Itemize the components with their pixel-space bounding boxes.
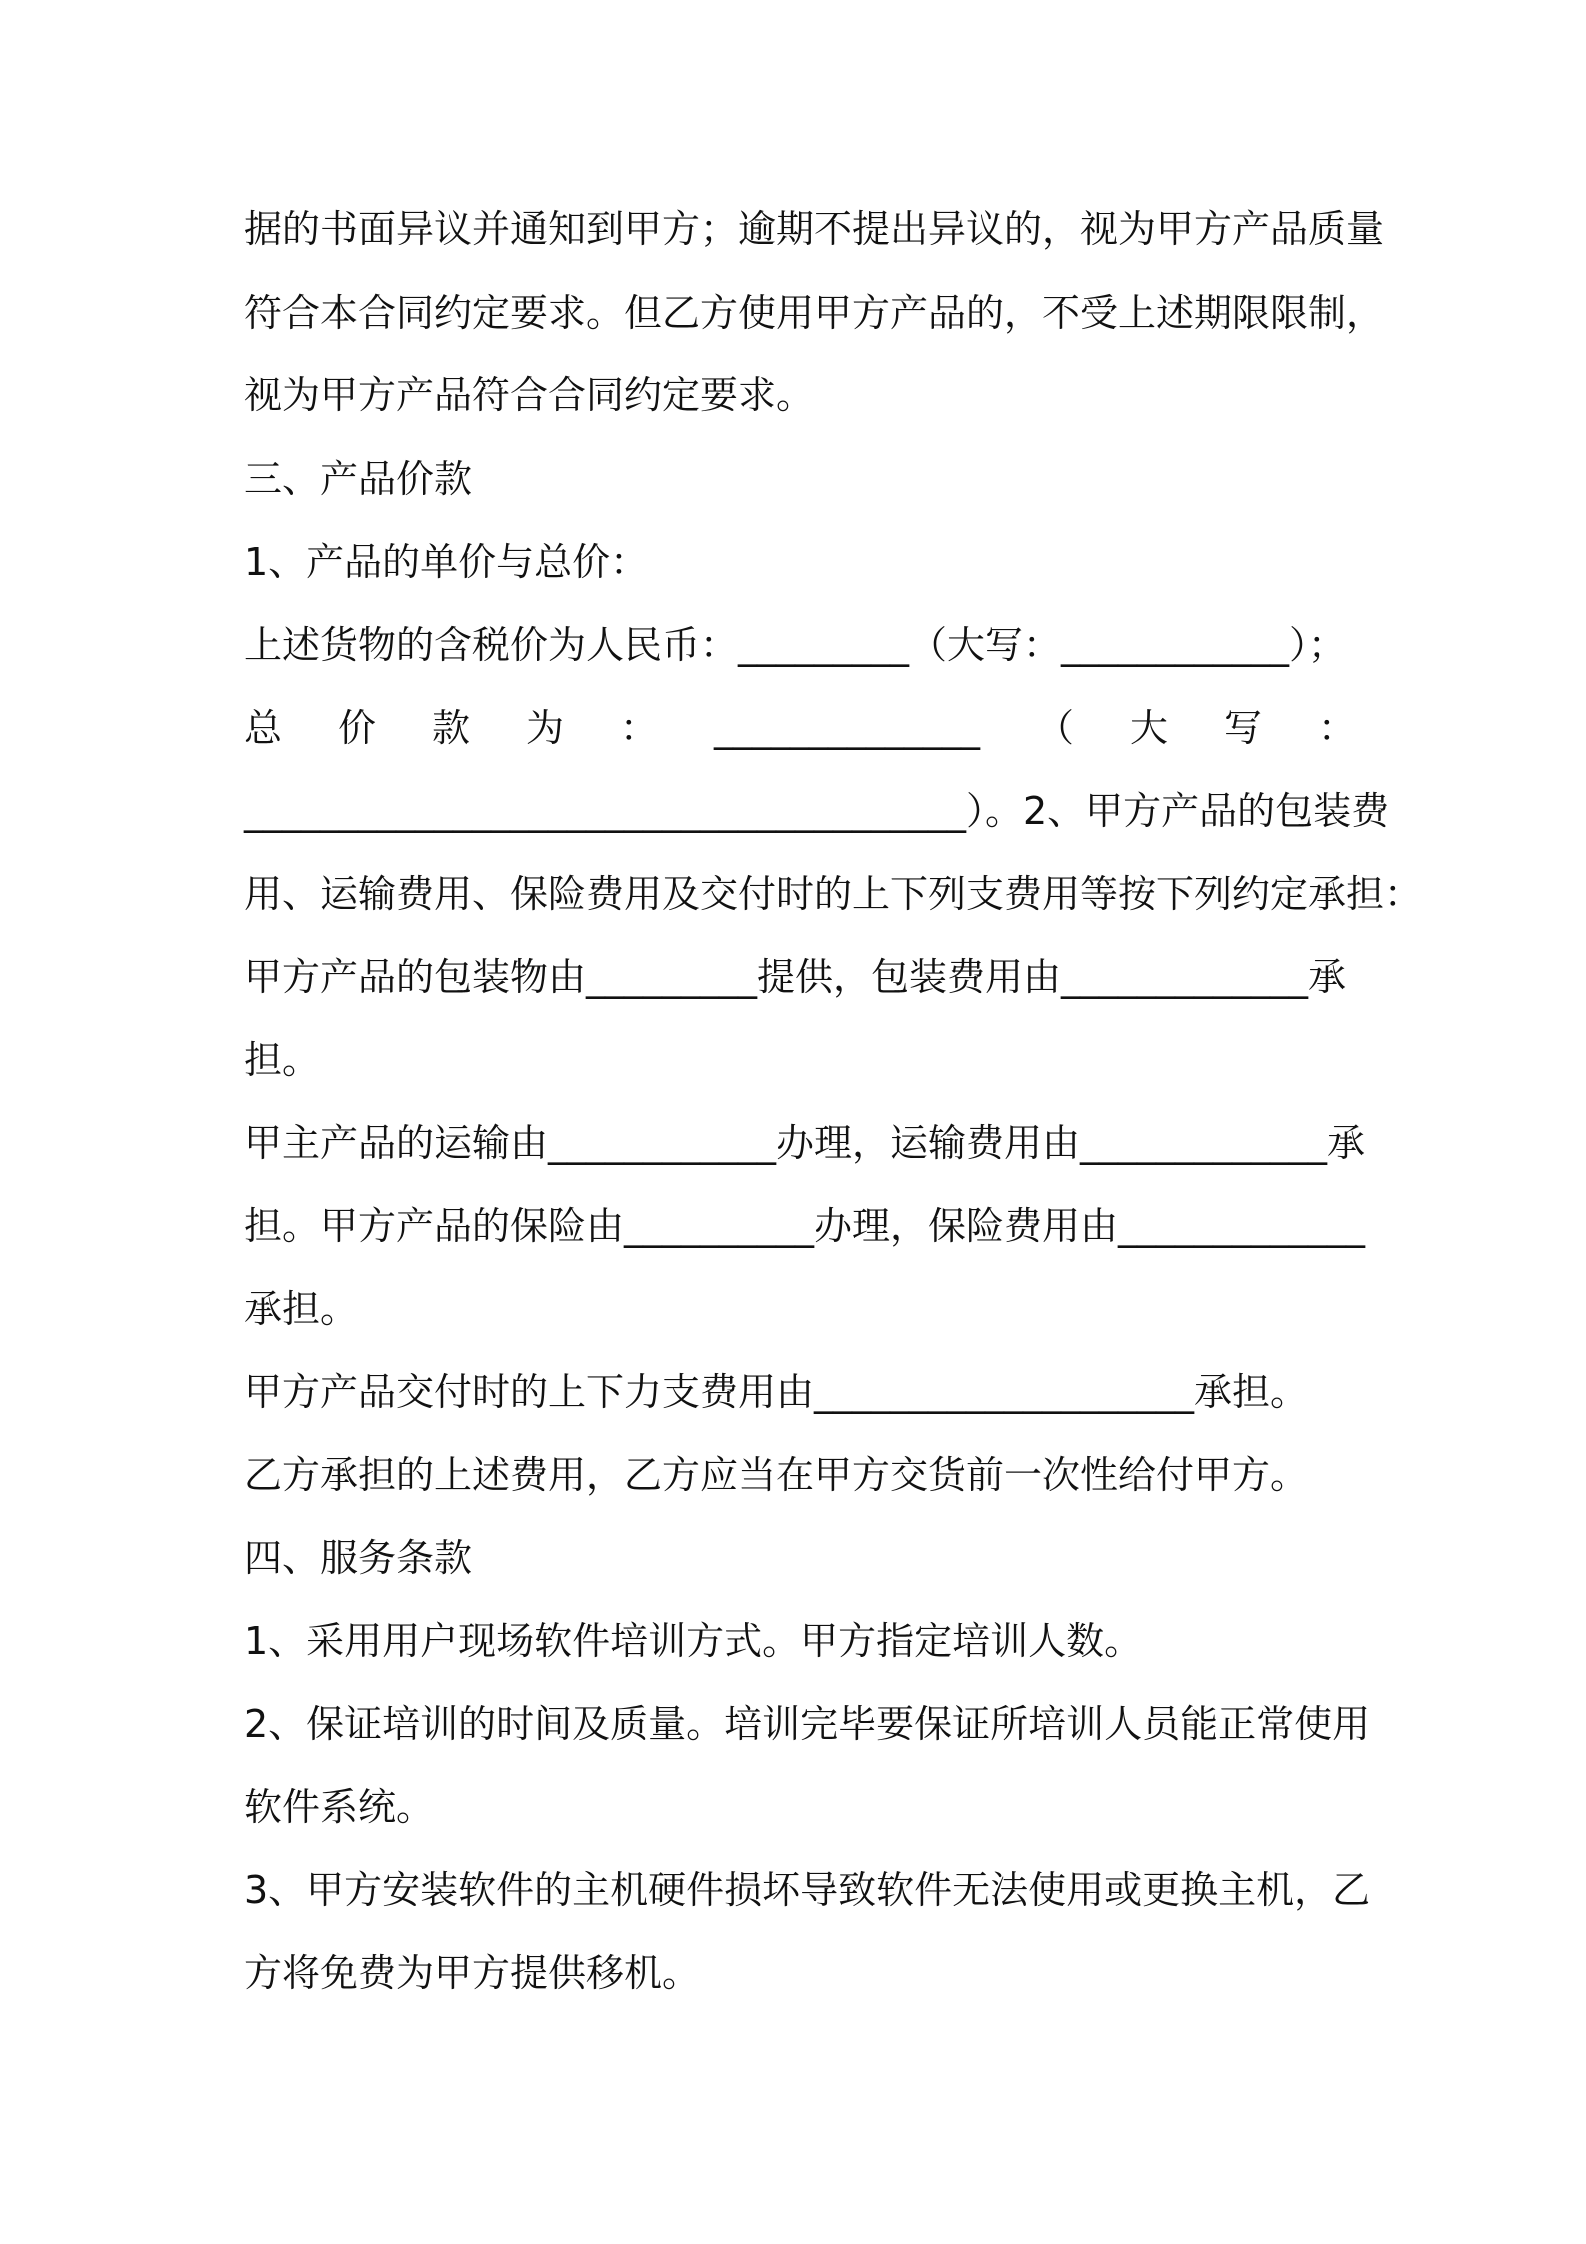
spaced-char: ：: [620, 706, 659, 750]
text-line: 承担。: [244, 1287, 359, 1331]
spaced-char: 为: [526, 706, 565, 750]
text-line: 据的书面异议并通知到甲方；逾期不提出异议的，视为甲方产品质量: [244, 207, 1385, 251]
text-line: 方将免费为甲方提供移机。: [244, 1951, 701, 1995]
spaced-char: 款: [432, 706, 471, 750]
text-line: 乙方承担的上述费用，乙方应当在甲方交货前一次性给付甲方。: [244, 1453, 1309, 1497]
text-line: 上述货物的含税价为人民币：_________（大写：____________）；: [244, 623, 1347, 667]
text-line: 软件系统。: [244, 1785, 435, 1829]
section-heading: 四、服务条款: [244, 1536, 473, 1580]
total-price-line: [244, 703, 1356, 753]
text-line: 视为甲方产品符合合同约定要求。: [244, 373, 815, 417]
spaced-char: ：: [1317, 706, 1356, 750]
text-line: 甲方产品交付时的上下力支费用由____________________承担。: [244, 1370, 1309, 1414]
spaced-char: （: [1035, 706, 1074, 750]
spaced-char: 写: [1223, 706, 1262, 750]
section-heading: 三、产品价款: [244, 457, 473, 501]
text-line: 用、运输费用、保险费用及交付时的上下列支费用等按下列约定承担：: [244, 872, 1423, 916]
text-line: 甲方产品的包装物由_________提供，包装费用由_____________承: [244, 955, 1347, 999]
text-line: 1、产品的单价与总价：: [244, 540, 649, 584]
blank-field: ______________: [714, 706, 980, 750]
spaced-char: 大: [1129, 706, 1168, 750]
spaced-char: 总: [244, 706, 283, 750]
text-line: 担。: [244, 1038, 321, 1082]
text-line: ______________________________________）。2、甲方产品的包装费: [244, 789, 1390, 833]
text-line: 甲主产品的运输由____________办理，运输费用由_____________承: [244, 1121, 1366, 1165]
text-line: 2、保证培训的时间及质量。培训完毕要保证所培训人员能正常使用: [244, 1702, 1371, 1746]
text-line: 1、采用用户现场软件培训方式。甲方指定培训人数。: [244, 1619, 1143, 1663]
text-line: 符合本合同约定要求。但乙方使用甲方产品的，不受上述期限限制，: [244, 291, 1385, 335]
spaced-char: 价: [338, 706, 377, 750]
text-line: 担。甲方产品的保险由__________办理，保险费用由_____________: [244, 1204, 1366, 1248]
text-line: 3、甲方安装软件的主机硬件损坏导致软件无法使用或更换主机，乙: [244, 1868, 1371, 1912]
